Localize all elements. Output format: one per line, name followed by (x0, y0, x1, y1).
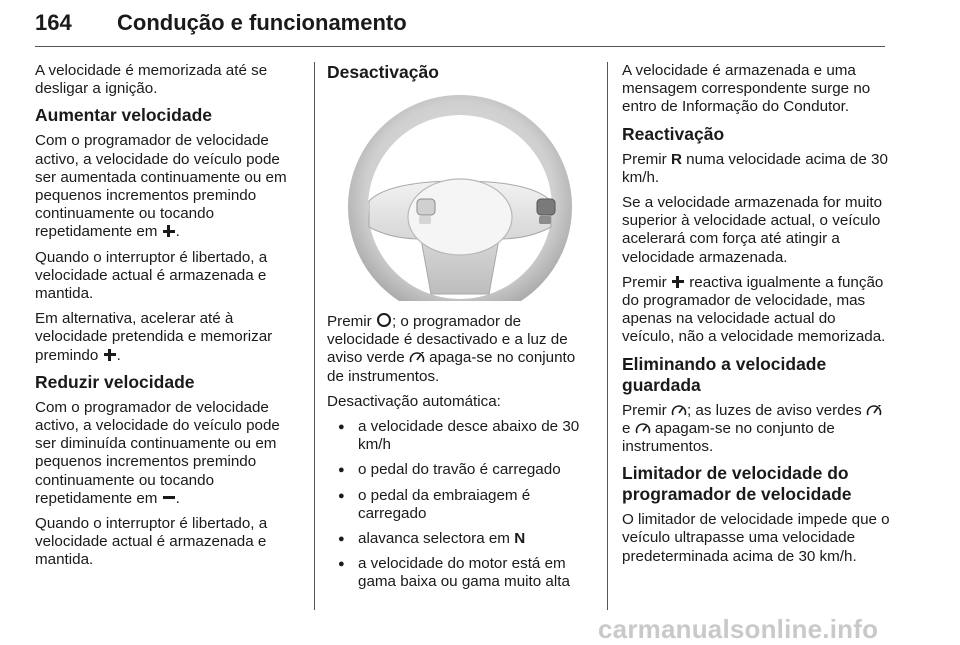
section-heading-increase: Aumentar velocidade (35, 105, 212, 126)
watermark: carmanualsonline.info (598, 614, 879, 644)
page-number: 164 (35, 10, 72, 35)
reactivation-paragraph-2: Se a velocidade armazenada for muito superior à velocidade actual, o veículo acelerará com força até atingir a velocidade armazenada. (622, 194, 883, 266)
steering-wheel-illustration (329, 89, 591, 301)
minus-icon (163, 496, 175, 499)
increase-paragraph-1: Com o programador de velocidade activo, a velocidade do veículo pode ser aumentada continuamente ou em pequenos incrementos premindo continuamente ou tocando repetidamente em . (35, 132, 287, 241)
list-item: ● alavanca selectora em N (327, 530, 592, 548)
stored-speed-paragraph: A velocidade é armazenada e uma mensagem correspondente surge no entro de Informação do Condutor. (622, 62, 871, 116)
section-heading-reactivation: Reactivação (622, 123, 725, 144)
increase-paragraph-3: Em alternativa, acelerar até à velocidade pretendida e memorizar premindo . (35, 310, 273, 364)
cruise-control-warning-icon (866, 404, 882, 417)
cancel-circle-icon (377, 313, 391, 327)
decrease-paragraph-1: Com o programador de velocidade activo, a velocidade do veículo pode ser diminuída continuamente ou em pequenos incrementos premindo continuamente ou tocando repetidamente em . (35, 398, 280, 507)
auto-deactivation-label: Desactivação automática: (327, 392, 501, 410)
section-heading-delete: Eliminando a velocidade guardada (622, 353, 827, 395)
section-heading-deactivation: Desactivação (327, 62, 439, 82)
speed-limiter-icon (635, 422, 651, 435)
list-item: ● a velocidade do motor está em gama baixa ou gama muito alta (327, 555, 592, 591)
page-header (35, 6, 885, 48)
list-item: ● o pedal do travão é carregado (327, 461, 592, 479)
limiter-paragraph: O limitador de velocidade impede que o veículo ultrapasse uma velocidade predeterminada acima de 30 km/h. (622, 511, 890, 565)
column-divider-1 (314, 62, 315, 610)
reactivation-paragraph-1: Premir R numa velocidade acima de 30 km/h. (622, 150, 888, 186)
column-2 (327, 62, 592, 599)
plus-icon (672, 276, 684, 288)
plus-icon (104, 349, 116, 361)
speed-limiter-icon (671, 404, 687, 417)
reactivation-paragraph-3: Premir reactiva igualmente a função do programador de velocidade, mas apenas na velocidade actual do veículo, não a velocidade memorizada. (622, 273, 886, 346)
delete-paragraph: Premir ; as luzes de aviso verdes e apagam-se no conjunto de instrumentos. (622, 402, 890, 457)
deactivation-paragraph: Premir ; o programador de velocidade é desactivado e a luz de aviso verde apaga-se no conjunto de instrumentos. (327, 313, 576, 385)
header-divider (35, 46, 885, 47)
column-3 (622, 62, 890, 573)
list-item: ● a velocidade desce abaixo de 30 km/h (327, 418, 592, 454)
column-divider-2 (607, 62, 608, 610)
intro-text: A velocidade é memorizada até se desligar a ignição. (35, 62, 268, 98)
column-1 (35, 62, 303, 577)
plus-icon (163, 225, 175, 237)
section-heading-decrease: Reduzir velocidade (35, 371, 195, 392)
page-title: Condução e funcionamento (117, 10, 407, 35)
decrease-paragraph-2: Quando o interruptor é libertado, a velocidade actual é armazenada e mantida. (35, 515, 268, 569)
list-item: ● o pedal da embraiagem é carregado (327, 487, 592, 523)
cruise-control-warning-icon (409, 351, 425, 364)
increase-paragraph-2: Quando o interruptor é libertado, a velocidade actual é armazenada e mantida. (35, 248, 268, 303)
section-heading-limiter: Limitador de velocidade do programador de velocidade (622, 463, 852, 505)
auto-deactivation-list (327, 418, 592, 592)
resume-key: R (670, 150, 682, 168)
selector-letter: N (514, 530, 526, 548)
steering-wheel-icon (329, 89, 591, 301)
